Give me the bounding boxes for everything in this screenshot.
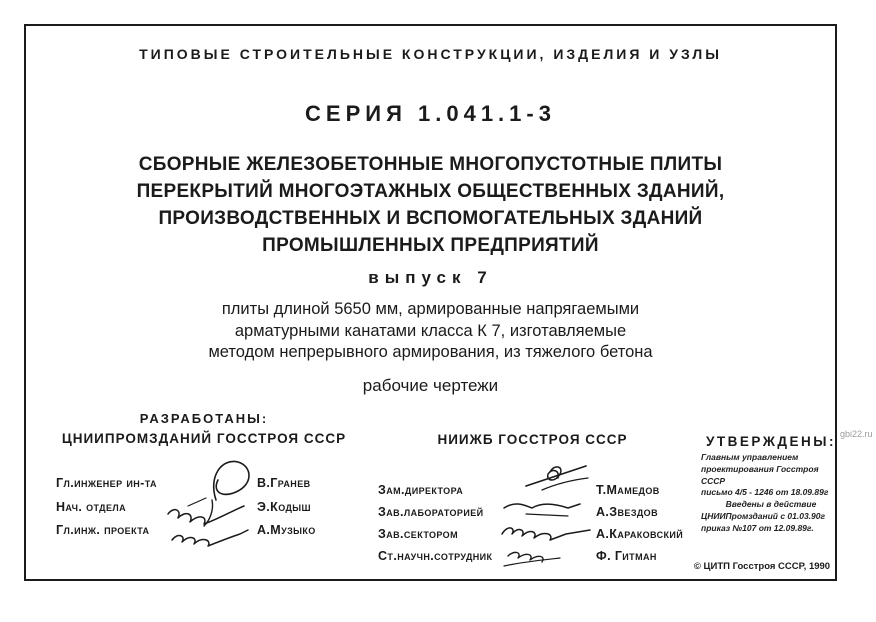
institute-position: Ст.научн.сотрудник	[378, 549, 493, 563]
institute-name: А.Звездов	[596, 505, 658, 519]
signature-icon	[498, 462, 598, 570]
developed-heading: РАЗРАБОТАНЫ:	[139, 411, 269, 426]
site-watermark: gbi22.ru	[840, 429, 873, 439]
developed-name: А.Музыко	[257, 523, 316, 537]
approved-line: ЦНИИПромзданий с 01.03.90г	[701, 510, 826, 521]
description	[24, 299, 837, 364]
title-line: СБОРНЫЕ ЖЕЛЕЗОБЕТОННЫЕ МНОГОПУСТОТНЫЕ ПЛИТЫ	[138, 154, 723, 175]
developed-position: Гл.инженер ин-та	[56, 476, 157, 490]
copyright-notice: © ЦИТП Госстроя СССР, 1990	[693, 561, 831, 572]
signature-icon	[160, 456, 268, 550]
institute-position: Зав.лабораторией	[378, 505, 484, 519]
signature-cluster-institute	[498, 462, 598, 570]
title-line: ПРОМЫШЛЕННЫХ ПРЕДПРИЯТИЙ	[262, 235, 599, 256]
approved-line: письмо 4/5 - 1246 от 18.09.89г	[701, 487, 829, 498]
developed-name: В.Гранев	[257, 476, 311, 490]
institute-name: Ф. Гитман	[596, 549, 657, 563]
document-type: рабочие чертежи	[362, 376, 499, 395]
approved-line: приказ №107 от 12.09.89г.	[701, 522, 814, 533]
description-line: методом непрерывного армирования, из тяжелого бетона	[208, 343, 653, 361]
institute-org: НИИЖБ ГОССТРОЯ СССР	[437, 432, 628, 447]
developed-name: Э.Кодыш	[257, 500, 311, 514]
developed-org: ЦНИИПРОМЗДАНИЙ ГОССТРОЯ СССР	[61, 431, 347, 446]
title-line: ПРОИЗВОДСТВЕННЫХ И ВСПОМОГАТЕЛЬНЫХ ЗДАНИЙ	[158, 208, 703, 229]
series-number: СЕРИЯ 1.041.1-3	[305, 101, 556, 126]
document-category: ТИПОВЫЕ СТРОИТЕЛЬНЫЕ КОНСТРУКЦИИ, ИЗДЕЛИЯ И УЗЛЫ	[139, 46, 722, 62]
developed-position: Гл.инж. проекта	[56, 523, 150, 537]
institute-position: Зав.сектором	[378, 527, 458, 541]
approved-text	[701, 452, 841, 535]
signature-cluster-developed	[160, 456, 268, 550]
description-line: арматурными канатами класса К 7, изготавляемые	[234, 321, 627, 340]
approved-heading: УТВЕРЖДЕНЫ:	[706, 434, 837, 449]
developed-position: Нач. отдела	[56, 500, 127, 514]
approved-line: Введены в действие	[725, 499, 817, 510]
institute-position: Зам.директора	[378, 483, 464, 497]
institute-name: А.Караковский	[596, 527, 684, 541]
title-line: ПЕРЕКРЫТИЙ МНОГОЭТАЖНЫХ ОБЩЕСТВЕННЫХ ЗДАНИЙ,	[136, 181, 725, 202]
description-line: плиты длиной 5650 мм, армированные напрягаемыми	[221, 300, 640, 318]
approved-line: проектирования Госстроя СССР	[701, 463, 819, 486]
document-title	[24, 151, 837, 259]
institute-name: Т.Мамедов	[596, 483, 660, 497]
approved-line: Главным управлением	[701, 452, 799, 462]
issue-number: выпуск 7	[368, 268, 493, 287]
